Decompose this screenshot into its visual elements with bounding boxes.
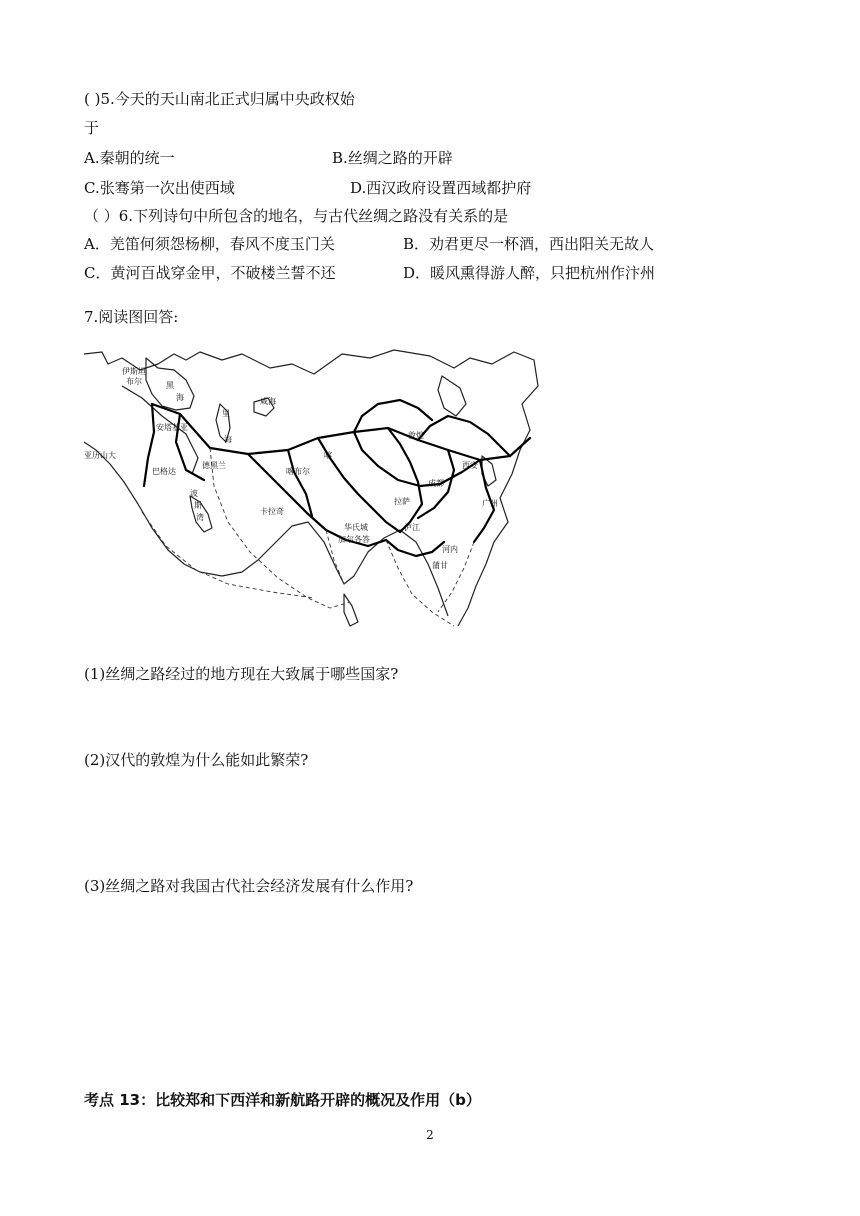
map-label-caspian-2: 海: [224, 435, 232, 444]
map-label-kabul: 喀布尔: [286, 467, 310, 476]
map-label-aral-sea: 咸海: [260, 397, 276, 406]
q6-option-c: C．黄河百战穿金甲，不破楼兰誓不还: [84, 264, 336, 282]
q5-option-c: C.张骞第一次出使西域: [84, 179, 235, 197]
q5-stem-line2: 于: [84, 119, 100, 137]
silk-road-map: [82, 346, 540, 634]
q7-subquestion-2: (2)汉代的敦煌为什么能如此繁荣?: [84, 751, 309, 769]
map-label-persian-2: 斯: [194, 501, 202, 510]
map-label-xian: 西安: [462, 461, 478, 470]
map-label-pataliputra: 华氏城: [344, 523, 368, 532]
map-label-tehran: 德黑兰: [202, 461, 226, 470]
map-label-dunhuang: 敦煌: [408, 431, 424, 440]
map-label-persian-1: 波: [190, 489, 198, 498]
map-label-kashgar: 喀: [324, 451, 332, 460]
map-label-alexandria: 亚历山大: [84, 451, 116, 460]
map-label-istanbul-2: 布尔: [126, 377, 142, 386]
q7-subquestion-1: (1)丝绸之路经过的地方现在大致属于哪些国家?: [84, 665, 399, 683]
map-label-caspian-1: 里: [222, 409, 230, 418]
q5-option-a: A.秦朝的统一: [84, 149, 175, 167]
q6-stem: （ ）6.下列诗句中所包含的地名，与古代丝绸之路没有关系的是: [84, 207, 509, 225]
map-label-pagan: 蒲甘: [432, 561, 448, 570]
map-label-antioch: 安塔基亚: [156, 423, 188, 432]
q5-stem-line1: ( )5.今天的天山南北正式归属中央政权始: [84, 90, 355, 108]
map-label-persian-3: 湾: [196, 513, 204, 522]
q6-option-b: B．劝君更尽一杯酒，西出阳关无故人: [403, 235, 655, 253]
map-label-baghdad: 巴格达: [152, 467, 176, 476]
map-label-guangzhou: 广州: [482, 499, 498, 508]
map-label-karachi: 卡拉奇: [260, 507, 284, 516]
section-heading: 考点 13：比较郑和下西洋和新航路开辟的概况及作用（b）: [84, 1091, 481, 1109]
map-label-calcutta: 加尔各答: [338, 535, 370, 544]
q7-stem: 7.阅读图回答:: [84, 308, 179, 326]
map-label-black-1: 黑: [166, 381, 174, 390]
q5-option-d: D.西汉政府设置西域都护府: [350, 179, 532, 197]
map-label-lujiang: 泸江: [404, 523, 420, 532]
map-label-istanbul-1: 伊斯坦: [122, 367, 146, 376]
q6-option-a: A．羌笛何须怨杨柳，春风不度玉门关: [84, 235, 335, 253]
q5-option-b: B.丝绸之路的开辟: [332, 149, 453, 167]
map-label-chengdu: 成都: [428, 479, 444, 488]
q6-option-d: D．暖风熏得游人醉，只把杭州作汴州: [403, 264, 656, 282]
map-label-lhasa: 拉萨: [394, 497, 410, 506]
map-label-hanoi: 河内: [442, 545, 458, 554]
map-label-black-2: 海: [176, 393, 184, 402]
q7-subquestion-3: (3)丝绸之路对我国古代社会经济发展有什么作用?: [84, 877, 414, 895]
page-number: 2: [426, 1128, 434, 1142]
